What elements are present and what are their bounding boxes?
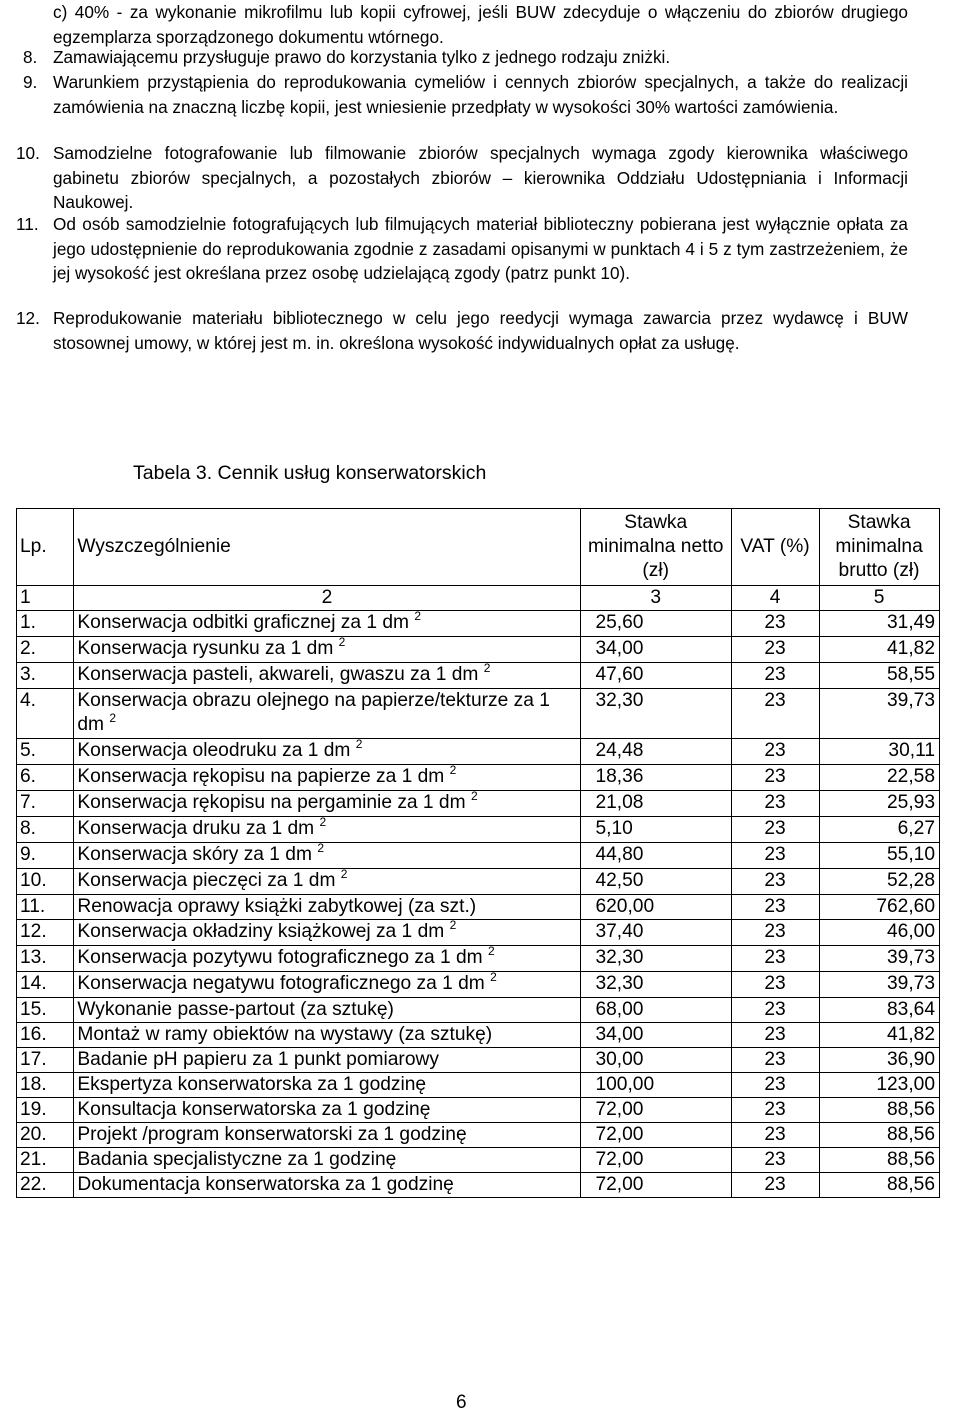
table-row: [17, 817, 940, 843]
row-net-rate: 72,00: [581, 1148, 732, 1173]
row-gross-rate: 39,73: [820, 946, 940, 972]
table-row: [17, 946, 940, 972]
row-lp: 7.: [17, 791, 74, 817]
row-vat: 23: [732, 920, 820, 946]
column-number: 3: [581, 586, 732, 611]
row-gross-rate: 6,27: [820, 817, 940, 843]
column-number: 5: [820, 586, 940, 611]
row-description: [74, 1173, 581, 1198]
paragraph-number: 8.: [23, 47, 38, 67]
paragraph-number: 10.: [16, 143, 40, 163]
row-description-text: Konserwacja pozytywu fotograficznego za 1 dm: [77, 947, 483, 968]
row-description: [74, 869, 581, 895]
row-lp: 16.: [17, 1023, 74, 1048]
row-net-rate: 24,48: [581, 739, 732, 765]
table-row: [17, 843, 940, 869]
row-net-rate: 18,36: [581, 765, 732, 791]
row-vat: 23: [732, 611, 820, 637]
table-row: [17, 1148, 940, 1173]
row-lp: 11.: [17, 895, 74, 920]
row-description: [74, 765, 581, 791]
row-description-superscript: 2: [109, 711, 117, 725]
row-gross-rate: 39,73: [820, 689, 940, 739]
paragraph-10: [16, 141, 908, 215]
header-net-rate: Stawka minimalna netto (zł): [581, 509, 732, 586]
row-vat: 23: [732, 1123, 820, 1148]
row-description-text: Konserwacja okładziny książkowej za 1 dm: [77, 921, 445, 942]
row-description-text: Konserwacja pasteli, akwareli, gwaszu za 1 dm: [77, 664, 479, 685]
table-row: [17, 1073, 940, 1098]
row-vat: 23: [732, 791, 820, 817]
row-description: [74, 895, 581, 920]
row-gross-rate: 58,55: [820, 663, 940, 689]
table-row: [17, 637, 940, 663]
row-vat: 23: [732, 843, 820, 869]
paragraph-9: [23, 70, 908, 119]
row-description-superscript: 2: [449, 763, 457, 777]
row-description-superscript: 2: [449, 918, 457, 932]
row-description-superscript: 2: [490, 970, 497, 984]
paragraph-text: Warunkiem przystąpienia do reprodukowania cymeliów i cennych zbiorów specjalnych, a także do realizacji zamówienia na znaczną liczbę kopii, jest wniesienie przedpłaty w wysokości 30% wartości zamówienia.: [53, 72, 908, 117]
row-lp: 22.: [17, 1173, 74, 1198]
row-gross-rate: 39,73: [820, 972, 940, 998]
table-row: [17, 739, 940, 765]
row-vat: 23: [732, 739, 820, 765]
row-description-text: Konserwacja rysunku za 1 dm: [77, 638, 334, 659]
table-row: [17, 1023, 940, 1048]
table-row: [17, 791, 940, 817]
row-gross-rate: 83,64: [820, 998, 940, 1023]
row-net-rate: 30,00: [581, 1048, 732, 1073]
row-lp: 4.: [17, 689, 74, 739]
row-lp: 5.: [17, 739, 74, 765]
row-gross-rate: 762,60: [820, 895, 940, 920]
page-number: 6: [456, 1392, 467, 1413]
price-table: [16, 508, 940, 1198]
row-vat: 23: [732, 663, 820, 689]
row-lp: 19.: [17, 1098, 74, 1123]
row-description-text: Ekspertyza konserwatorska za 1 godzinę: [77, 1074, 427, 1095]
row-net-rate: 72,00: [581, 1173, 732, 1198]
row-description-text: Montaż w ramy obiektów na wystawy (za sztukę): [77, 1024, 493, 1045]
paragraph-8: [23, 45, 908, 70]
table-row: [17, 1048, 940, 1073]
row-description: [74, 972, 581, 998]
table-row: [17, 895, 940, 920]
row-description-text: Renowacja oprawy książki zabytkowej (za szt.): [77, 896, 477, 917]
row-description-superscript: 2: [487, 944, 495, 958]
row-description-text: Konserwacja oleodruku za 1 dm: [77, 740, 351, 761]
row-description-superscript: 2: [317, 841, 324, 855]
row-description-superscript: 2: [414, 609, 422, 623]
row-vat: 23: [732, 1073, 820, 1098]
row-net-rate: 44,80: [581, 843, 732, 869]
row-gross-rate: 31,49: [820, 611, 940, 637]
row-description-superscript: 2: [319, 815, 327, 829]
row-lp: 3.: [17, 663, 74, 689]
row-description-text: Konsultacja konserwatorska za 1 godzinę: [77, 1099, 431, 1120]
column-number: 2: [74, 586, 581, 611]
row-lp: 6.: [17, 765, 74, 791]
row-gross-rate: 36,90: [820, 1048, 940, 1073]
table-header-row: [17, 509, 940, 586]
table-row: [17, 1123, 940, 1148]
row-description-text: Wykonanie passe-partout (za sztukę): [77, 999, 394, 1020]
row-description-superscript: 2: [338, 635, 346, 649]
table-caption: Tabela 3. Cennik usług konserwatorskich: [133, 462, 487, 484]
row-lp: 14.: [17, 972, 74, 998]
row-description-superscript: 2: [355, 737, 363, 751]
row-net-rate: 72,00: [581, 1123, 732, 1148]
table-column-numbers-row: [17, 586, 940, 611]
table-row: [17, 611, 940, 637]
row-net-rate: 32,30: [581, 946, 732, 972]
row-gross-rate: 88,56: [820, 1148, 940, 1173]
row-description-text: Badania specjalistyczne za 1 godzinę: [77, 1149, 397, 1170]
table-row: [17, 998, 940, 1023]
row-net-rate: 32,30: [581, 972, 732, 998]
row-description: [74, 946, 581, 972]
row-lp: 1.: [17, 611, 74, 637]
row-gross-rate: 88,56: [820, 1123, 940, 1148]
row-gross-rate: 88,56: [820, 1098, 940, 1123]
row-description: [74, 817, 581, 843]
paragraph-number: 9.: [23, 72, 38, 92]
row-net-rate: 42,50: [581, 869, 732, 895]
row-gross-rate: 41,82: [820, 1023, 940, 1048]
table-row: [17, 1098, 940, 1123]
row-net-rate: 5,10: [581, 817, 732, 843]
paragraph-text: Samodzielne fotografowanie lub filmowanie zbiorów specjalnych wymaga zgody kierownika właściwego gabinetu zbiorów specjalnych, a pozostałych zbiorów – kierownika Oddziału Udostępniania i Informacji Naukowej.: [53, 143, 908, 213]
paragraph-text: Reprodukowanie materiału bibliotecznego w celu jego reedycji wymaga zawarcia przez wydawcę i BUW stosownej umowy, w której jest m. in. określona wysokość indywidualnych opłat za usługę.: [53, 308, 908, 353]
row-net-rate: 37,40: [581, 920, 732, 946]
row-description-text: Konserwacja skóry za 1 dm: [77, 844, 312, 865]
row-net-rate: 32,30: [581, 689, 732, 739]
row-net-rate: 72,00: [581, 1098, 732, 1123]
row-description: [74, 791, 581, 817]
row-gross-rate: 123,00: [820, 1073, 940, 1098]
row-description-text: Konserwacja odbitki graficznej za 1 dm: [77, 612, 410, 633]
table-row: [17, 1173, 940, 1198]
row-description: [74, 637, 581, 663]
row-net-rate: 68,00: [581, 998, 732, 1023]
row-description: [74, 1098, 581, 1123]
row-vat: 23: [732, 689, 820, 739]
row-description: [74, 1148, 581, 1173]
table-row: [17, 663, 940, 689]
row-vat: 23: [732, 637, 820, 663]
row-gross-rate: 88,56: [820, 1173, 940, 1198]
row-vat: 23: [732, 1173, 820, 1198]
row-vat: 23: [732, 972, 820, 998]
row-description: [74, 1048, 581, 1073]
row-description-text: Badanie pH papieru za 1 punkt pomiarowy: [77, 1049, 439, 1070]
row-lp: 20.: [17, 1123, 74, 1148]
table-row: [17, 689, 940, 739]
column-number: 4: [732, 586, 820, 611]
row-lp: 21.: [17, 1148, 74, 1173]
paragraph-number: 12.: [16, 308, 40, 328]
row-description: [74, 663, 581, 689]
paragraph-text: Zamawiającemu przysługuje prawo do korzystania tylko z jednego rodzaju zniżki.: [53, 47, 671, 67]
row-description-superscript: 2: [340, 867, 348, 881]
row-description: [74, 998, 581, 1023]
row-vat: 23: [732, 765, 820, 791]
row-lp: 2.: [17, 637, 74, 663]
row-description-superscript: 2: [483, 661, 491, 675]
row-net-rate: 620,00: [581, 895, 732, 920]
paragraph-c: [53, 0, 908, 49]
row-net-rate: 34,00: [581, 637, 732, 663]
row-description-text: Konserwacja rękopisu na pergaminie za 1 dm: [77, 792, 466, 813]
row-description-superscript: 2: [470, 789, 478, 803]
row-lp: 18.: [17, 1073, 74, 1098]
table-row: [17, 972, 940, 998]
table-row: [17, 920, 940, 946]
paragraph-11: [16, 212, 908, 286]
paragraph-number: 11.: [16, 214, 39, 234]
row-vat: 23: [732, 869, 820, 895]
row-lp: 8.: [17, 817, 74, 843]
row-description-text: Dokumentacja konserwatorska za 1 godzinę: [77, 1174, 454, 1195]
header-gross-rate: Stawka minimalna brutto (zł): [820, 509, 940, 586]
row-gross-rate: 30,11: [820, 739, 940, 765]
row-vat: 23: [732, 1098, 820, 1123]
row-vat: 23: [732, 895, 820, 920]
row-description: [74, 611, 581, 637]
row-net-rate: 25,60: [581, 611, 732, 637]
row-description-text: Projekt /program konserwatorski za 1 godzinę: [77, 1124, 467, 1145]
row-lp: 13.: [17, 946, 74, 972]
row-vat: 23: [732, 946, 820, 972]
row-net-rate: 100,00: [581, 1073, 732, 1098]
row-lp: 10.: [17, 869, 74, 895]
row-description-text: Konserwacja negatywu fotograficznego za 1 dm: [77, 973, 485, 994]
row-description-text: Konserwacja druku za 1 dm: [77, 818, 315, 839]
paragraph-text: c) 40% - za wykonanie mikrofilmu lub kopii cyfrowej, jeśli BUW zdecyduje o włączeniu do zbiorów drugiego egzemplarza sporządzonego dokumentu wtórnego.: [53, 2, 908, 47]
header-lp: Lp.: [17, 509, 74, 586]
row-lp: 12.: [17, 920, 74, 946]
table-row: [17, 869, 940, 895]
column-number: 1: [17, 586, 74, 611]
row-vat: 23: [732, 1023, 820, 1048]
row-description: [74, 689, 581, 739]
row-gross-rate: 25,93: [820, 791, 940, 817]
row-description-text: Konserwacja pieczęci za 1 dm: [77, 870, 336, 891]
row-description: [74, 739, 581, 765]
row-description-text: Konserwacja obrazu olejnego na papierze/tekturze za 1 dm: [77, 690, 550, 735]
row-lp: 9.: [17, 843, 74, 869]
row-gross-rate: 55,10: [820, 843, 940, 869]
row-lp: 17.: [17, 1048, 74, 1073]
row-gross-rate: 41,82: [820, 637, 940, 663]
table-row: [17, 765, 940, 791]
row-description: [74, 1123, 581, 1148]
row-description: [74, 843, 581, 869]
row-net-rate: 47,60: [581, 663, 732, 689]
paragraph-text: Od osób samodzielnie fotografujących lub filmujących materiał biblioteczny pobierana jest wyłącznie opłata za jego udostępnienie do reprodukowania zgodnie z zasadami opisanymi w punktach 4 i 5 z tym zastrzeżeniem, że jej wysokość jest określana przez osobę udzielającą zgody (patrz punkt 10).: [53, 214, 908, 284]
row-lp: 15.: [17, 998, 74, 1023]
header-description: Wyszczególnienie: [74, 509, 581, 586]
row-vat: 23: [732, 1148, 820, 1173]
row-description: [74, 1023, 581, 1048]
row-description: [74, 1073, 581, 1098]
row-vat: 23: [732, 817, 820, 843]
row-vat: 23: [732, 998, 820, 1023]
row-description-text: Konserwacja rękopisu na papierze za 1 dm: [77, 766, 445, 787]
row-description: [74, 920, 581, 946]
row-net-rate: 34,00: [581, 1023, 732, 1048]
row-vat: 23: [732, 1048, 820, 1073]
paragraph-12: [16, 306, 908, 355]
row-net-rate: 21,08: [581, 791, 732, 817]
header-vat: VAT (%): [732, 509, 820, 586]
row-gross-rate: 22,58: [820, 765, 940, 791]
row-gross-rate: 46,00: [820, 920, 940, 946]
row-gross-rate: 52,28: [820, 869, 940, 895]
